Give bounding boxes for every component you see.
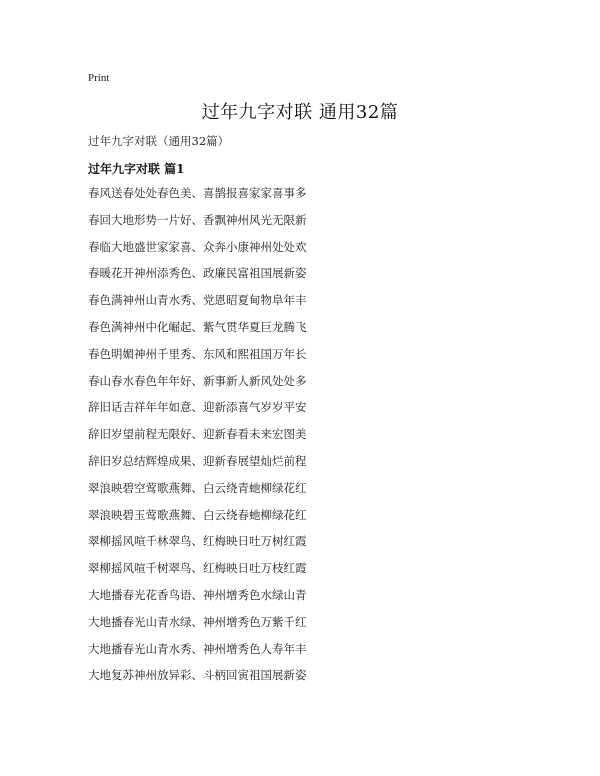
couplet-line: 春风送春处处春色美、喜鹊报喜家家喜事多 [88, 186, 307, 200]
couplet-line: 大地播春光山青水绿、神州增秀色万紫千红 [88, 614, 307, 629]
couplet-line: 大地播春光山青水秀、神州增秀色人寿年丰 [88, 641, 307, 656]
couplet-line: 春暖花开神州添秀色、政廉民富祖国展新姿 [88, 266, 307, 281]
couplet-list [88, 186, 313, 695]
couplet-line: 翠柳摇风喧千树翠鸟、红梅映日吐万枝红霞 [88, 561, 307, 576]
couplet-line: 大地复苏神州放异彩、斗柄回寅祖国展新姿 [88, 668, 307, 683]
couplet-line: 春山春水春色年年好、新事新人新风处处多 [88, 373, 307, 388]
couplet-line: 春色明媚神州千里秀、东风和熙祖国万年长 [88, 346, 307, 361]
document-subtitle: 过年九字对联（通用32篇） [88, 134, 230, 148]
couplet-line: 大地播春光花香鸟语、神州增秀色水绿山青 [88, 587, 307, 602]
print-label: Print [88, 72, 110, 84]
section-heading: 过年九字对联 篇1 [88, 162, 185, 176]
couplet-line: 翠浪映碧玉莺歌燕舞、白云绕春虵柳绿花红 [88, 507, 307, 522]
couplet-line: 春色满神州中化崛起、紫气贯华夏巨龙腾飞 [88, 319, 307, 334]
couplet-line: 春色满神州山青水秀、党恩昭夏甸物阜年丰 [88, 293, 307, 308]
couplet-line: 春临大地盛世家家喜、众奔小康神州处处欢 [88, 239, 307, 254]
couplet-line: 翠柳摇风喧千林翠鸟、红梅映日吐万树红霞 [88, 534, 307, 549]
couplet-line: 辞旧岁望前程无限好、迎新春看未来宏图美 [88, 427, 307, 442]
document-title: 过年九字对联 通用32篇 [201, 102, 399, 123]
couplet-line: 春回大地形势一片好、香飘神州风光无限新 [88, 212, 307, 227]
couplet-line: 辞旧话吉祥年年如意、迎新添喜气岁岁平安 [88, 400, 307, 415]
couplet-line: 辞旧岁总结辉煌成果、迎新春展望灿烂前程 [88, 453, 307, 468]
couplet-line: 翠浪映碧空莺歌燕舞、白云绕青虵柳绿花红 [88, 480, 307, 495]
